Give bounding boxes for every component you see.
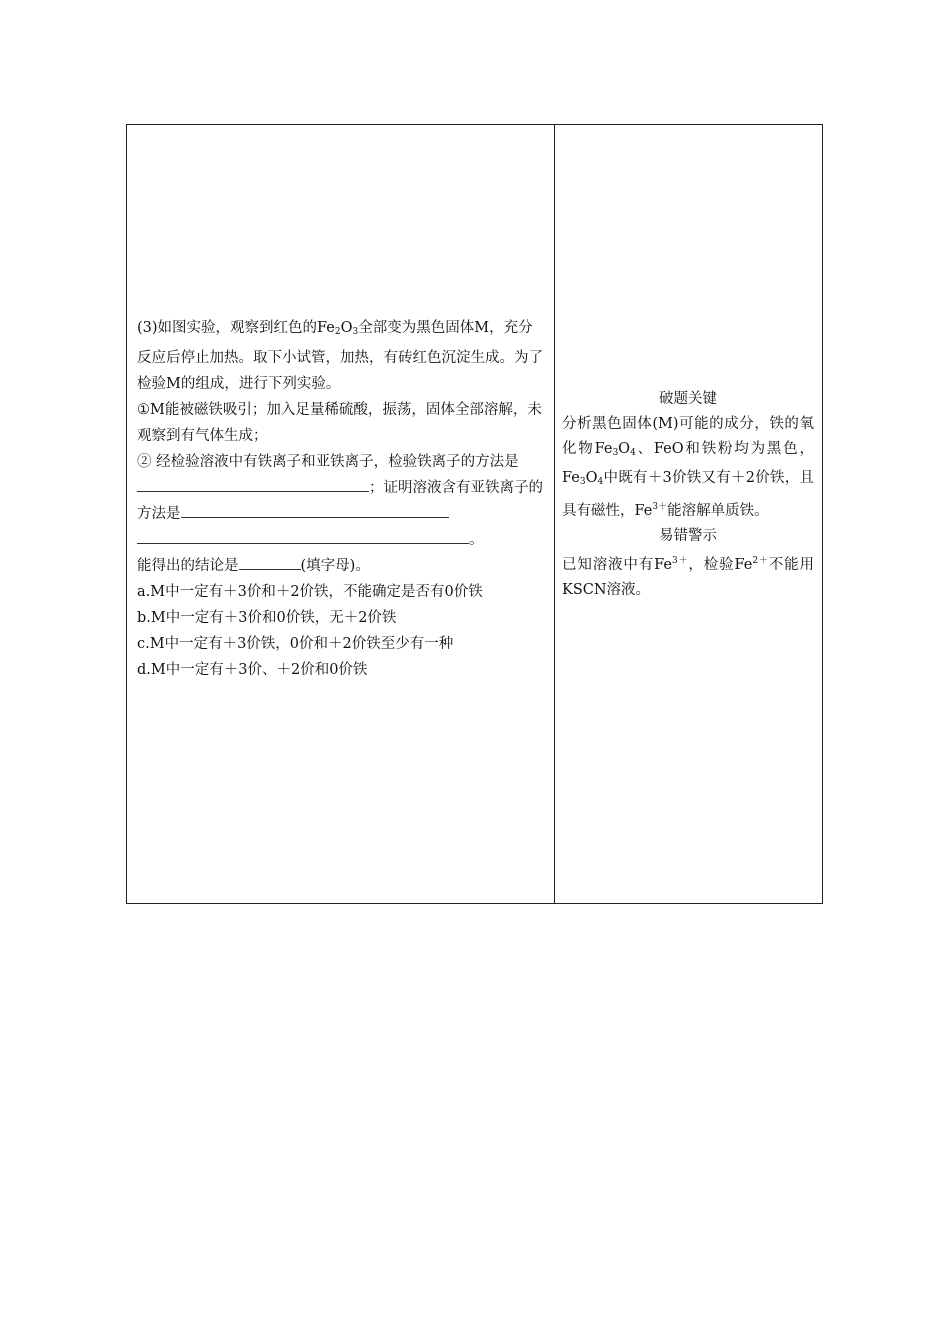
option-d: d.M中一定有＋3价、＋2价和0价铁	[137, 662, 368, 678]
answer-blank-fe2-method-line2[interactable]	[137, 527, 469, 544]
content-table	[126, 124, 823, 904]
option-c: c.M中一定有＋3价铁，0价和＋2价铁至少有一种	[137, 636, 454, 652]
key-points-heading: 破题关键	[659, 391, 717, 407]
question-intro: (3)如图实验，观察到红色的$Fe_2O_3$全部变为黑色固体M，充分反应后停止加热。取下小试管，加热，有砖红色沉淀生成。为了检验M的组成，进行下列实验。	[137, 320, 543, 392]
experiment-step-1: ①M能被磁铁吸引；加入足量稀硫酸，振荡，固体全部溶解，未观察到有气体生成；	[137, 402, 542, 444]
option-a: a.M中一定有＋3价和＋2价铁，不能确定是否有0价铁	[137, 584, 483, 600]
warning-heading: 易错警示	[659, 528, 717, 544]
warning-text: 已知溶液中有$Fe^{3+}$，检验$Fe^{2+}$不能用KSCN溶液。	[562, 556, 814, 598]
column-divider	[554, 125, 555, 903]
answer-blank-conclusion[interactable]	[239, 553, 301, 570]
conclusion-prompt: 能得出的结论是 (填字母)。	[137, 553, 547, 579]
experiment-step-2: ② 经检验溶液中有铁离子和亚铁离子，检验铁离子的方法是；证明溶液含有亚铁离子的方法是 。	[137, 454, 543, 548]
tips-column	[562, 387, 814, 603]
question-column	[137, 315, 547, 683]
answer-blank-fe2-method-line1[interactable]	[181, 501, 449, 518]
key-points-text: 分析黑色固体(M)可能的成分，铁的氧化物$Fe_3O_4$、FeO和铁粉均为黑色，$Fe_3O_4$中既有＋3价铁又有＋2价铁，且具有磁性，$Fe^{3+}$能溶解单质铁。	[562, 416, 814, 519]
option-b: b.M中一定有＋3价和0价铁，无＋2价铁	[137, 610, 397, 626]
answer-blank-fe3-method[interactable]	[137, 475, 369, 492]
